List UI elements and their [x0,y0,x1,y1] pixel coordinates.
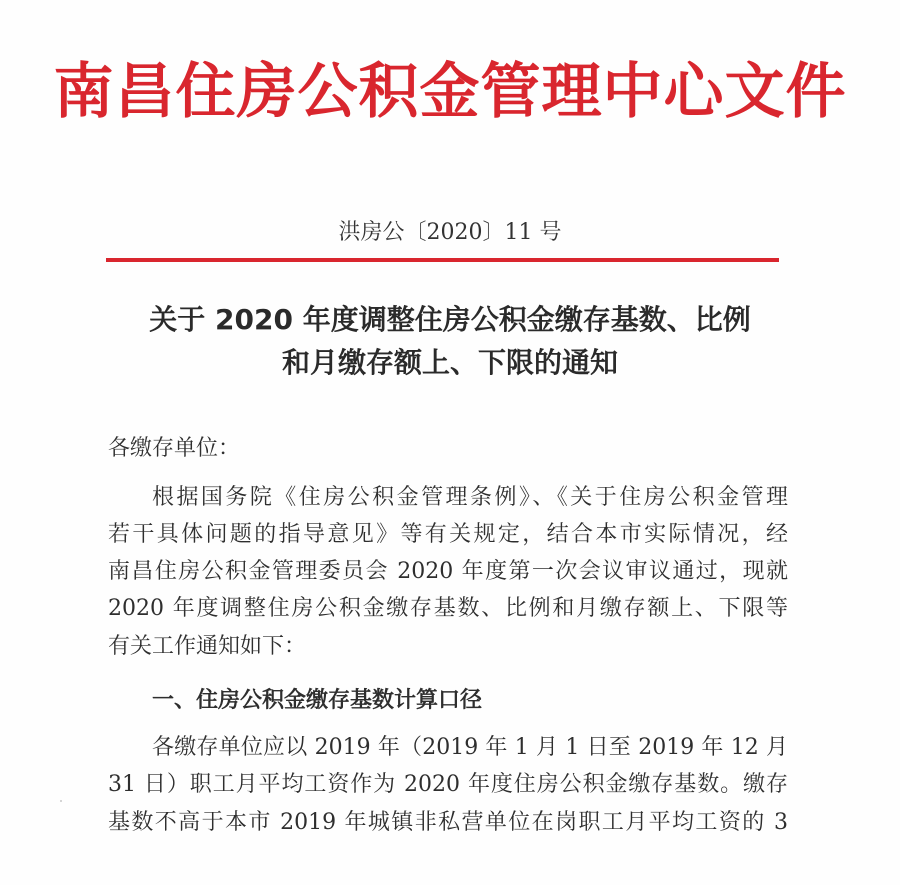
document-masthead: 南昌住房公积金管理中心文件 [53,57,847,127]
paragraph-1-line-2: 若干具体问题的指导意见》等有关规定，结合本市实际情况，经 [108,522,788,547]
paragraph-2-line-3: 基数不高于本市 2019 年城镇非私营单位在岗职工月平均工资的 3 [108,810,788,835]
paragraph-2-line-1: 各缴存单位应以 2019 年（2019 年 1 月 1 日至 2019 年 12 月 [152,735,788,760]
paragraph-1-line-3: 南昌住房公积金管理委员会 2020 年度第一次会议审议通过，现就 [108,559,788,584]
notice-title-line-2: 和月缴存额上、下限的通知 [281,346,618,379]
paragraph-1-line-1: 根据国务院《住房公积金管理条例》、《关于住房公积金管理 [152,485,788,510]
document-number: 洪房公〔2020〕11 号 [338,220,562,245]
paragraph-1-line-4: 2020 年度调整住房公积金缴存基数、比例和月缴存额上、下限等 [108,596,788,621]
red-separator-line [106,258,779,262]
section-1-heading: 一、住房公积金缴存基数计算口径 [152,688,483,713]
notice-title-line-1: 关于 2020 年度调整住房公积金缴存基数、比例 [149,303,751,336]
scan-speck [60,800,62,802]
paragraph-2-line-2: 31 日）职工月平均工资作为 2020 年度住房公积金缴存基数。缴存 [108,772,788,797]
paragraph-1-line-5: 有关工作通知如下： [108,634,307,659]
salutation: 各缴存单位： [108,436,241,461]
